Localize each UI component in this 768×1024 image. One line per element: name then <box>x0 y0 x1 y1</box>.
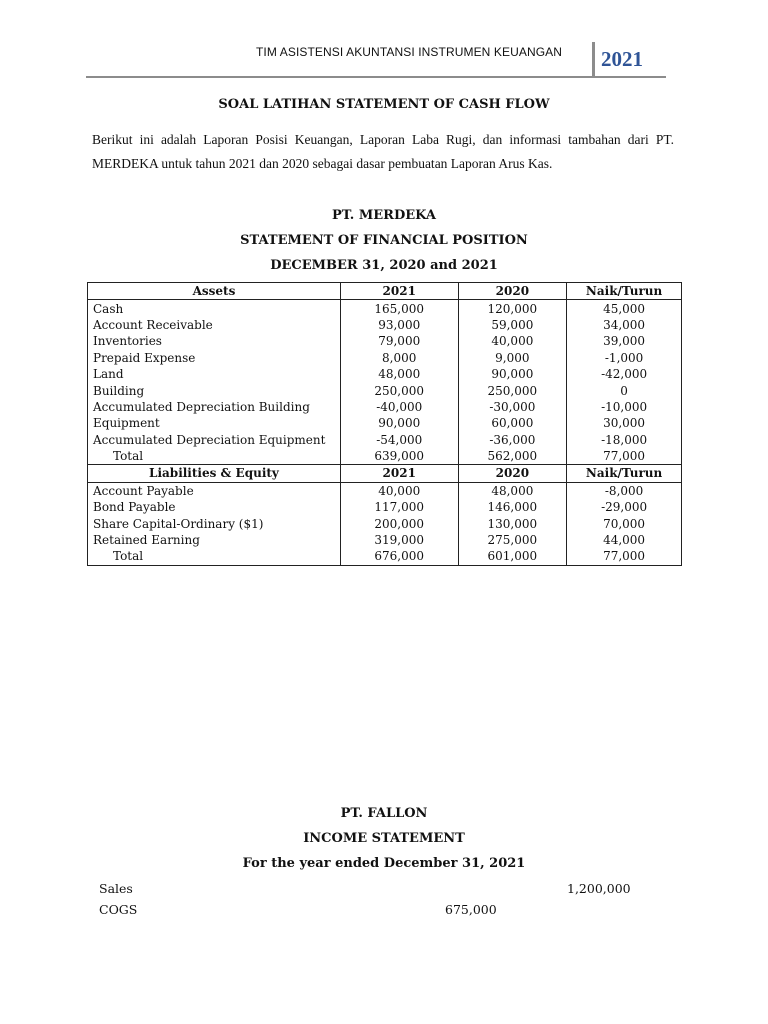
amount-cell: 8,000 <box>340 350 458 366</box>
header-rule <box>86 76 666 78</box>
table-row <box>88 432 682 448</box>
header-cell: 2021 <box>340 465 458 482</box>
sfp-company: PT. MERDEKA <box>332 208 436 223</box>
table-row <box>88 482 682 499</box>
header-cell: 2020 <box>458 465 567 482</box>
table-row <box>88 300 682 317</box>
intro-paragraph: Berikut ini adalah Laporan Posisi Keuangan, Laporan Laba Rugi, dan informasi tambahan dari PT. MERDEKA untuk tahun 2021 dan 2020 sebagai dasar pembuatan Laporan Arus Kas. <box>92 132 674 171</box>
is-sales-value: 1,200,000 <box>567 881 631 896</box>
table-row <box>88 382 682 398</box>
amount-cell: 639,000 <box>340 448 458 465</box>
header-cell: 2020 <box>458 283 567 300</box>
amount-cell: 676,000 <box>340 548 458 565</box>
sfp-date: DECEMBER 31, 2020 and 2021 <box>270 258 498 273</box>
amount-cell: 48,000 <box>340 366 458 382</box>
header-cell: 2021 <box>340 283 458 300</box>
row-label: Retained Earning <box>88 532 341 548</box>
amount-cell: 40,000 <box>340 482 458 499</box>
table-row <box>88 415 682 431</box>
row-label: Share Capital-Ordinary ($1) <box>88 515 341 531</box>
amount-cell: 79,000 <box>340 333 458 349</box>
total-row <box>88 548 682 565</box>
amount-cell: 9,000 <box>458 350 567 366</box>
table-row <box>88 317 682 333</box>
amount-cell: 165,000 <box>340 300 458 317</box>
amount-cell: 39,000 <box>567 333 682 349</box>
sfp-title: STATEMENT OF FINANCIAL POSITION <box>240 233 528 248</box>
table-row <box>88 350 682 366</box>
amount-cell: 30,000 <box>567 415 682 431</box>
table-header-row <box>88 283 682 300</box>
is-cogs-label: COGS <box>99 902 138 917</box>
document-title: SOAL LATIHAN STATEMENT OF CASH FLOW <box>218 97 550 112</box>
amount-cell: 70,000 <box>567 515 682 531</box>
row-label: Land <box>88 366 341 382</box>
amount-cell: 319,000 <box>340 532 458 548</box>
is-company: PT. FALLON <box>340 806 428 821</box>
amount-cell: 60,000 <box>458 415 567 431</box>
header-divider <box>592 42 595 78</box>
amount-cell: 77,000 <box>567 448 682 465</box>
amount-cell: 562,000 <box>458 448 567 465</box>
amount-cell: 601,000 <box>458 548 567 565</box>
amount-cell: 130,000 <box>458 515 567 531</box>
header-cell: Liabilities & Equity <box>88 465 341 482</box>
row-label: Account Payable <box>88 482 341 499</box>
table-header-row <box>88 465 682 482</box>
table-row <box>88 399 682 415</box>
is-sales-label: Sales <box>99 881 133 896</box>
amount-cell: -29,000 <box>567 499 682 515</box>
row-label: Accumulated Depreciation Equipment <box>88 432 341 448</box>
amount-cell: 59,000 <box>458 317 567 333</box>
table-row <box>88 499 682 515</box>
row-label: Building <box>88 382 341 398</box>
row-label: Cash <box>88 300 341 317</box>
amount-cell: 250,000 <box>340 382 458 398</box>
amount-cell: -36,000 <box>458 432 567 448</box>
total-row <box>88 448 682 465</box>
table-row <box>88 366 682 382</box>
header-cell: Naik/Turun <box>567 465 682 482</box>
header-cell: Naik/Turun <box>567 283 682 300</box>
header-org-text: TIM ASISTENSI AKUNTANSI INSTRUMEN KEUANGAN <box>256 45 563 59</box>
amount-cell: 34,000 <box>567 317 682 333</box>
amount-cell: -54,000 <box>340 432 458 448</box>
row-label: Account Receivable <box>88 317 341 333</box>
is-title: INCOME STATEMENT <box>303 831 465 846</box>
amount-cell: 117,000 <box>340 499 458 515</box>
amount-cell: 275,000 <box>458 532 567 548</box>
amount-cell: -18,000 <box>567 432 682 448</box>
amount-cell: -40,000 <box>340 399 458 415</box>
amount-cell: -10,000 <box>567 399 682 415</box>
header-cell: Assets <box>88 283 341 300</box>
amount-cell: 0 <box>567 382 682 398</box>
amount-cell: 45,000 <box>567 300 682 317</box>
amount-cell: -42,000 <box>567 366 682 382</box>
amount-cell: 250,000 <box>458 382 567 398</box>
row-label: Inventories <box>88 333 341 349</box>
is-cogs-value: 675,000 <box>445 902 497 917</box>
amount-cell: 40,000 <box>458 333 567 349</box>
table-row <box>88 532 682 548</box>
amount-cell: -30,000 <box>458 399 567 415</box>
row-label: Bond Payable <box>88 499 341 515</box>
amount-cell: 48,000 <box>458 482 567 499</box>
amount-cell: 77,000 <box>567 548 682 565</box>
amount-cell: -8,000 <box>567 482 682 499</box>
amount-cell: 200,000 <box>340 515 458 531</box>
row-label: Total <box>88 548 341 565</box>
row-label: Accumulated Depreciation Building <box>88 399 341 415</box>
amount-cell: 93,000 <box>340 317 458 333</box>
amount-cell: 146,000 <box>458 499 567 515</box>
row-label: Equipment <box>88 415 341 431</box>
table-row <box>88 333 682 349</box>
amount-cell: 44,000 <box>567 532 682 548</box>
amount-cell: 90,000 <box>340 415 458 431</box>
amount-cell: -1,000 <box>567 350 682 366</box>
header-year: 2021 <box>601 47 643 71</box>
amount-cell: 120,000 <box>458 300 567 317</box>
row-label: Prepaid Expense <box>88 350 341 366</box>
table-row <box>88 515 682 531</box>
financial-position-table <box>87 282 682 566</box>
amount-cell: 90,000 <box>458 366 567 382</box>
row-label: Total <box>88 448 341 465</box>
is-period: For the year ended December 31, 2021 <box>242 856 526 871</box>
